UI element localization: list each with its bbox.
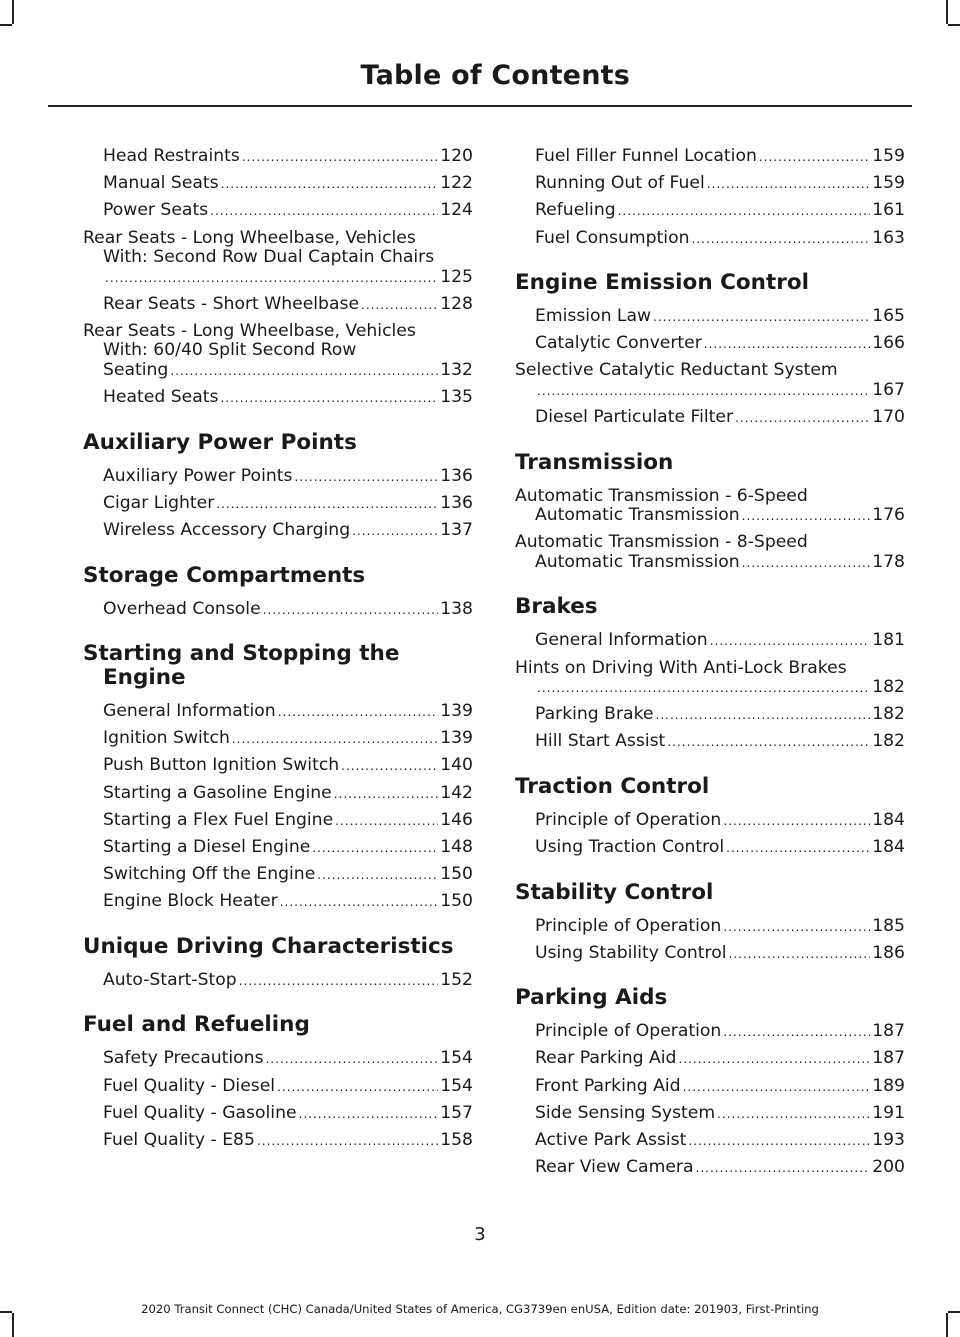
toc-entry-title: Starting a Flex Fuel Engine	[103, 809, 334, 830]
dot-leader	[341, 757, 438, 777]
dot-leader	[242, 148, 438, 168]
crop-mark	[12, 0, 14, 24]
toc-entry[interactable]	[83, 229, 473, 289]
toc-entry[interactable]	[515, 1131, 905, 1152]
toc-entry[interactable]	[515, 1104, 905, 1125]
toc-entry-title: Fuel Quality - Gasoline	[103, 1102, 297, 1123]
dot-leader	[688, 1132, 870, 1152]
dot-leader	[735, 409, 870, 429]
toc-entry-page: 152	[440, 969, 473, 990]
toc-entry-title: Power Seats	[103, 200, 209, 221]
toc-entry-page: 157	[440, 1102, 473, 1123]
toc-entry[interactable]	[515, 944, 905, 965]
toc-entry-title-line: Hints on Driving With Anti-Lock Brakes	[515, 657, 847, 678]
dot-leader	[759, 148, 870, 168]
section-heading: Engine Emission Control	[515, 270, 809, 296]
toc-entry-title: Fuel Quality - Diesel	[103, 1075, 276, 1096]
toc-entry[interactable]	[515, 1158, 905, 1179]
toc-entry[interactable]	[515, 307, 905, 328]
section-heading: Auxiliary Power Points	[83, 429, 357, 455]
dot-leader	[335, 812, 438, 832]
toc-entry-page: 158	[440, 1129, 473, 1150]
toc-entry-title: Cigar Lighter	[103, 492, 215, 513]
dot-leader	[220, 389, 438, 409]
toc-entry[interactable]	[83, 729, 473, 750]
toc-entry[interactable]	[83, 1049, 473, 1070]
toc-entry-page: 159	[872, 173, 905, 194]
toc-entry-title: Parking Brake	[535, 704, 654, 725]
toc-entry-title: Switching Off the Engine	[103, 864, 316, 885]
crop-mark	[946, 0, 948, 24]
toc-entry-title: Auto-Start-Stop	[103, 969, 237, 990]
dot-leader	[696, 1159, 871, 1179]
toc-entry-title: Emission Law	[535, 306, 652, 327]
toc-entry[interactable]	[83, 1077, 473, 1098]
toc-entry-title: Side Sensing System	[535, 1102, 716, 1123]
toc-left-column	[83, 147, 473, 1158]
toc-entry-page: 139	[440, 701, 473, 721]
toc-entry-page: 154	[440, 1048, 473, 1069]
toc-entry[interactable]	[83, 600, 473, 621]
toc-entry[interactable]	[515, 917, 905, 938]
dot-leader	[710, 632, 870, 652]
toc-entry[interactable]	[83, 892, 473, 913]
toc-entry-page: 135	[440, 387, 473, 408]
toc-entry-page: 122	[440, 173, 473, 194]
toc-right-column	[515, 147, 905, 1185]
toc-entry-title: Wireless Accessory Charging	[103, 520, 351, 540]
crop-mark	[946, 1313, 948, 1337]
toc-entry-title: Active Park Assist	[535, 1130, 687, 1150]
dot-leader	[723, 812, 870, 832]
toc-entry[interactable]	[515, 631, 905, 652]
toc-entry[interactable]	[515, 533, 905, 573]
toc-entry-page: 139	[440, 728, 473, 749]
toc-entry-title-line: Automatic Transmission - 8-Speed	[515, 532, 808, 553]
toc-entry[interactable]	[83, 756, 473, 777]
toc-entry[interactable]	[83, 494, 473, 515]
dot-leader	[717, 1105, 870, 1125]
dot-leader	[263, 601, 439, 621]
dot-leader	[361, 296, 438, 316]
toc-entry[interactable]	[515, 838, 905, 859]
toc-entry-page: 186	[872, 942, 905, 963]
toc-entry-page: 154	[440, 1075, 473, 1096]
toc-entry-page: 200	[872, 1157, 905, 1178]
dot-leader	[210, 202, 438, 222]
toc-entry-title-line: Rear Seats - Long Wheelbase, Vehicles	[83, 227, 416, 248]
dot-leader	[312, 839, 438, 859]
toc-entry-title: Principle of Operation	[535, 1021, 722, 1042]
dot-leader	[723, 1023, 870, 1043]
toc-entry[interactable]	[83, 521, 473, 542]
toc-entry-title: Automatic Transmission	[535, 551, 740, 572]
toc-entry-title: Head Restraints	[103, 146, 240, 166]
section-heading: Unique Driving Characteristics	[83, 933, 454, 959]
toc-entry-page: 125	[440, 266, 473, 287]
dot-leader	[537, 679, 870, 699]
toc-entry-title-line: Automatic Transmission - 6-Speed	[515, 485, 808, 506]
toc-entry-page: 132	[440, 359, 473, 380]
toc-entry-page: 138	[440, 598, 473, 619]
toc-entry-title: Heated Seats	[103, 387, 219, 408]
toc-entry[interactable]	[83, 702, 473, 723]
toc-entry-title: Rear Parking Aid	[535, 1048, 677, 1069]
toc-entry[interactable]	[83, 388, 473, 409]
toc-entry-title: Rear Seats - Short Wheelbase	[103, 293, 360, 314]
dot-leader	[729, 945, 871, 965]
toc-entry-title: Diesel Particulate Filter	[535, 407, 734, 428]
toc-entry-page: 163	[872, 227, 905, 248]
toc-entry[interactable]	[83, 838, 473, 859]
section-heading: Transmission	[515, 449, 674, 475]
toc-entry-page: 150	[440, 891, 473, 912]
section-heading: Starting and Stopping the Engine	[83, 641, 400, 690]
toc-entry[interactable]	[83, 1131, 473, 1152]
dot-leader	[239, 972, 438, 992]
toc-entry-title: Hill Start Assist	[535, 731, 666, 752]
toc-entry-page: 178	[872, 551, 905, 572]
toc-entry-title: Auxiliary Power Points	[103, 465, 293, 486]
dot-leader	[278, 703, 438, 723]
toc-entry[interactable]	[83, 811, 473, 832]
toc-entry-page: 150	[440, 864, 473, 885]
toc-entry-page: 136	[440, 465, 473, 486]
toc-entry-page: 181	[872, 630, 905, 651]
toc-entry-page: 166	[872, 333, 905, 354]
dot-leader	[299, 1105, 439, 1125]
toc-entry[interactable]	[515, 732, 905, 753]
header-divider	[48, 105, 912, 107]
dot-leader	[723, 918, 870, 938]
toc-entry-page: 148	[440, 836, 473, 857]
dot-leader	[707, 175, 870, 195]
dot-leader	[294, 468, 438, 488]
toc-entry[interactable]	[515, 147, 905, 168]
toc-entry[interactable]	[515, 1022, 905, 1043]
toc-entry[interactable]	[515, 334, 905, 355]
toc-entry-page: 128	[440, 293, 473, 314]
toc-entry-title: Push Button Ignition Switch	[103, 755, 340, 776]
toc-entry[interactable]	[515, 201, 905, 222]
toc-entry-title: Using Stability Control	[535, 942, 727, 963]
toc-entry-title: General Information	[535, 630, 708, 651]
toc-entry-title: Automatic Transmission	[535, 505, 740, 526]
dot-leader	[170, 362, 438, 382]
toc-entry-page: 165	[872, 306, 905, 327]
toc-entry[interactable]	[83, 1104, 473, 1125]
toc-entry[interactable]	[83, 971, 473, 992]
toc-entry[interactable]	[515, 361, 905, 401]
toc-entry-page: 187	[872, 1021, 905, 1042]
toc-entry-page: 167	[872, 379, 905, 400]
toc-entry[interactable]	[83, 295, 473, 316]
toc-entry-title: Fuel Quality - E85	[103, 1129, 255, 1150]
toc-entry-title: Overhead Console	[103, 598, 261, 619]
dot-leader	[334, 785, 438, 805]
dot-leader	[277, 1078, 438, 1098]
toc-entry[interactable]	[83, 147, 473, 168]
toc-entry-page: 189	[872, 1075, 905, 1096]
dot-leader	[266, 1050, 439, 1070]
toc-entry[interactable]	[83, 784, 473, 805]
dot-leader	[726, 839, 870, 859]
toc-entry-title-line: With: Second Row Dual Captain Chairs	[103, 247, 435, 268]
toc-entry[interactable]	[515, 705, 905, 726]
toc-entry-page: 124	[440, 200, 473, 221]
toc-entry-page: 187	[872, 1048, 905, 1069]
toc-entry[interactable]	[83, 865, 473, 886]
toc-entry-page: 146	[440, 809, 473, 830]
section-heading: Fuel and Refueling	[83, 1012, 310, 1038]
toc-entry-page: 137	[440, 520, 473, 540]
dot-leader	[257, 1132, 438, 1152]
dot-leader	[105, 269, 438, 289]
toc-entry-page: 120	[440, 146, 473, 166]
section-heading: Parking Aids	[515, 985, 668, 1011]
toc-entry[interactable]	[83, 174, 473, 195]
toc-entry[interactable]	[515, 811, 905, 832]
dot-leader	[618, 202, 871, 222]
toc-entry-title: General Information	[103, 701, 276, 721]
toc-entry-page: 182	[872, 704, 905, 725]
toc-entry[interactable]	[515, 174, 905, 195]
toc-entry-title: Principle of Operation	[535, 809, 722, 830]
page-title: Table of Contents	[360, 60, 630, 91]
crop-mark	[948, 24, 960, 26]
toc-entry[interactable]	[515, 1049, 905, 1070]
toc-entry-page: 170	[872, 407, 905, 428]
dot-leader	[232, 730, 438, 750]
toc-entry-page: 182	[872, 731, 905, 752]
toc-entry-page: 193	[872, 1130, 905, 1150]
toc-entry-title: Using Traction Control	[535, 837, 725, 858]
toc-entry-title: Running Out of Fuel	[535, 173, 705, 194]
toc-entry[interactable]	[83, 322, 473, 382]
footer-text: 2020 Transit Connect (CHC) Canada/United States of America, CG3739en enUSA, Edition date: 201903, First-Printing	[141, 1302, 819, 1316]
toc-entry[interactable]	[515, 1077, 905, 1098]
toc-entry-title: Seating	[103, 359, 169, 380]
dot-leader	[221, 175, 439, 195]
toc-entry-title-line: Selective Catalytic Reductant System	[515, 360, 838, 381]
toc-entry-title: Ignition Switch	[103, 728, 230, 749]
dot-leader	[317, 866, 438, 886]
toc-entry-page: 182	[872, 677, 905, 697]
dot-leader	[742, 507, 871, 527]
dot-leader	[537, 382, 870, 402]
toc-entry-title: Fuel Filler Funnel Location	[535, 146, 757, 166]
section-heading: Storage Compartments	[83, 562, 366, 588]
toc-entry-page: 184	[872, 809, 905, 830]
section-heading: Stability Control	[515, 879, 714, 905]
dot-leader	[352, 522, 438, 542]
toc-entry-page: 176	[872, 505, 905, 526]
toc-entry-title: Starting a Gasoline Engine	[103, 782, 332, 803]
toc-entry-title: Fuel Consumption	[535, 227, 690, 248]
dot-leader	[678, 1050, 870, 1070]
dot-leader	[653, 308, 870, 328]
dot-leader	[280, 893, 438, 913]
toc-entry-page: 142	[440, 782, 473, 803]
dot-leader	[692, 230, 871, 250]
toc-entry-page: 140	[440, 755, 473, 776]
toc-entry-page: 184	[872, 837, 905, 858]
toc-entry-title: Rear View Camera	[535, 1157, 694, 1178]
toc-entry-title-line: With: 60/40 Split Second Row	[103, 340, 357, 361]
toc-entry-title-line: Rear Seats - Long Wheelbase, Vehicles	[83, 320, 416, 341]
toc-entry-title: Starting a Diesel Engine	[103, 836, 311, 857]
toc-entry[interactable]	[515, 659, 905, 699]
toc-entry-title: Catalytic Converter	[535, 333, 702, 354]
toc-entry[interactable]	[515, 229, 905, 250]
section-heading: Traction Control	[515, 773, 710, 799]
crop-mark	[0, 24, 12, 26]
crop-mark	[12, 1313, 14, 1337]
dot-leader	[683, 1078, 871, 1098]
toc-entry-title: Refueling	[535, 200, 616, 221]
toc-entry-title: Front Parking Aid	[535, 1075, 681, 1096]
toc-entry-page: 161	[872, 200, 905, 221]
page-number: 3	[474, 1224, 486, 1245]
toc-entry[interactable]	[83, 201, 473, 222]
toc-entry-page: 191	[872, 1102, 905, 1123]
toc-entry-page: 159	[872, 146, 905, 166]
dot-leader	[667, 733, 870, 753]
toc-entry[interactable]	[83, 467, 473, 488]
toc-entry-title: Manual Seats	[103, 173, 219, 194]
toc-entry-title: Safety Precautions	[103, 1048, 264, 1069]
toc-entry-page: 185	[872, 915, 905, 936]
dot-leader	[704, 335, 870, 355]
toc-entry-title: Principle of Operation	[535, 915, 722, 936]
section-heading: Brakes	[515, 594, 598, 620]
toc-entry[interactable]	[515, 408, 905, 429]
toc-entry[interactable]	[515, 487, 905, 527]
dot-leader	[216, 495, 438, 515]
dot-leader	[656, 706, 871, 726]
toc-entry-page: 136	[440, 492, 473, 513]
dot-leader	[742, 554, 871, 574]
toc-entry-title: Engine Block Heater	[103, 891, 278, 912]
